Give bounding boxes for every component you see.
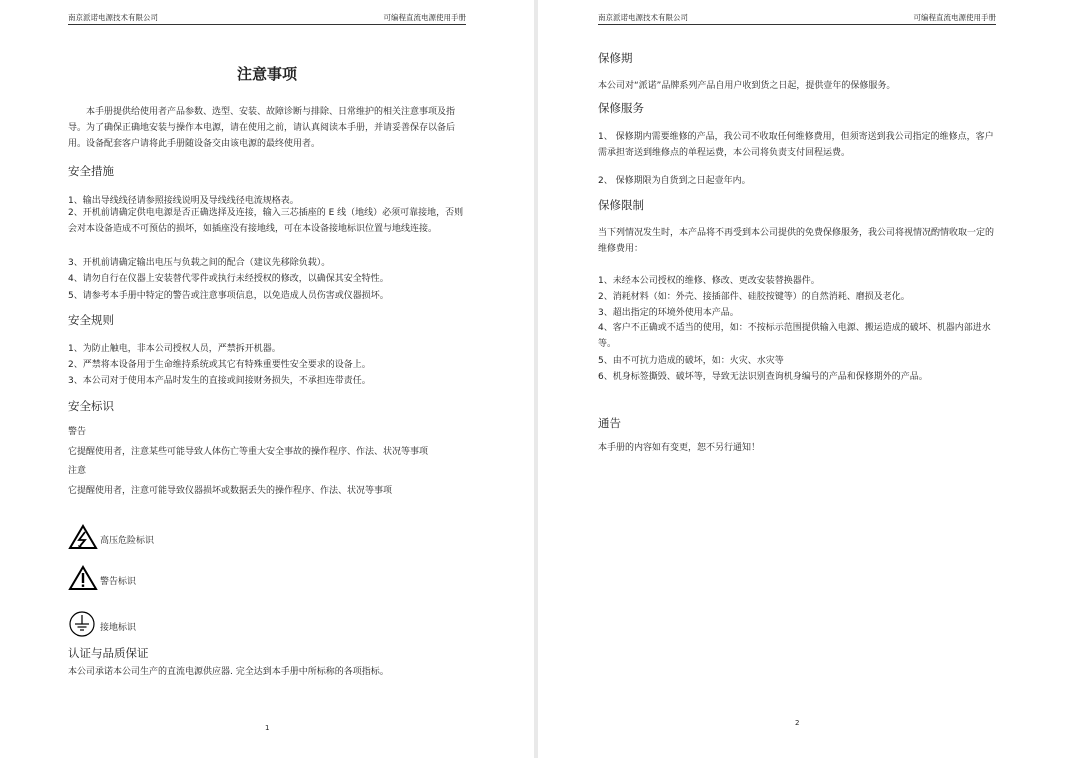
list-item: 1、 保修期内需要维修的产品，我公司不收取任何维修费用，但须寄送到我公司指定的维修点，客户需承担寄送到维修点的单程运费，本公司将负责支付回程运费。	[598, 132, 994, 158]
ground-mark-label: 接地标识	[100, 622, 137, 633]
page-title: 注意事项	[236, 65, 297, 83]
list-item: 3、本公司对于使用本产品时发生的直接或间接财务损失，不承担连带责任。	[68, 376, 371, 386]
list-item: 1、输出导线线径请参照接线说明及导线线径电流规格表。	[68, 196, 299, 206]
list-item: 2、严禁将本设备用于生命维持系统或其它有特殊重要性安全要求的设备上。	[68, 360, 371, 370]
high-voltage-mark	[68, 524, 154, 554]
certification-text: 本公司承诺本公司生产的直流电源供应器. 完全达到本手册中所标称的各项指标。	[68, 667, 389, 677]
high-voltage-label: 高压危险标识	[100, 535, 155, 546]
warning-mark-label: 警告标识	[100, 576, 137, 587]
list-item: 5、请参考本手册中特定的警告或注意事项信息，以免造成人员伤害或仪器损坏。	[68, 291, 389, 301]
caution-text: 它提醒使用者，注意可能导致仪器损坏或数据丢失的操作程序、作法、状况等事项	[68, 486, 393, 496]
page-number: 1	[265, 724, 270, 732]
header-manual-title: 可编程直流电源使用手册	[383, 13, 466, 22]
list-item: 1、未经本公司授权的维修、修改、更改安装替换器件。	[598, 276, 820, 286]
list-item: 4、请勿自行在仪器上安装替代零件或执行未经授权的修改，以确保其安全特性。	[68, 274, 389, 284]
warranty-period-heading: 保修期	[598, 51, 633, 65]
list-item: 3、开机前请确定输出电压与负载之间的配合（建议先移除负载）。	[68, 258, 331, 268]
safety-rules-heading: 安全规则	[68, 313, 114, 327]
warning-label: 警告	[68, 427, 87, 437]
safety-measures-heading: 安全措施	[68, 164, 114, 178]
header-manual-title: 可编程直流电源使用手册	[913, 13, 996, 22]
header-company: 南京派诺电源技术有限公司	[68, 13, 158, 22]
list-item: 2、消耗材料（如：外壳、接插部件、硅胶按键等）的自然消耗、磨损及老化。	[598, 292, 910, 302]
page-header	[68, 14, 466, 25]
header-company: 南京派诺电源技术有限公司	[598, 13, 688, 22]
list-item: 2、开机前请确定供电电源是否正确选择及连接，输入三芯插座的 E 线（地线）必须可靠接地，否则会对本设备造成不可预估的损坏，如插座没有接地线，可在本设备接地标识位置与地线连接。	[68, 208, 464, 234]
list-item: 4、客户不正确或不适当的使用，如：不按标示范围提供输入电源、搬运造成的破坏、机器内部进水等。	[598, 323, 991, 349]
page-1	[0, 0, 534, 758]
warranty-service-heading: 保修服务	[598, 101, 644, 115]
list-item: 5、由不可抗力造成的破坏，如：火灾、水灾等	[598, 356, 784, 366]
safety-marks-heading: 安全标识	[68, 399, 114, 413]
list-item: 2、 保修期限为自货到之日起壹年内。	[598, 176, 751, 186]
intro-paragraph: 本手册提供给使用者产品参数、选型、安装、故障诊断与排除、日常维护的相关注意事项及指导。为了确保正确地安装与操作本电源，请在使用之前，请认真阅读本手册，并请妥善保存以备后用。设备配套客户请将此手册随设备交由该电源的最终使用者。	[68, 107, 456, 149]
warning-icon	[68, 565, 98, 595]
warranty-limits-heading: 保修限制	[598, 198, 644, 212]
notice-text: 本手册的内容如有变更，恕不另行通知！	[598, 443, 761, 453]
list-item: 1、为防止触电，非本公司授权人员，严禁拆开机器。	[68, 344, 281, 354]
high-voltage-icon	[68, 524, 98, 554]
warranty-limits-intro: 当下列情况发生时，本产品将不再受到本公司提供的免费保修服务，我公司将视情况酌情收取一定的维修费用：	[598, 228, 995, 254]
page-number: 2	[795, 719, 800, 727]
page-header	[598, 14, 996, 25]
ground-icon	[68, 610, 96, 642]
warning-mark	[68, 565, 136, 595]
list-item: 3、超出指定的环境外使用本产品。	[598, 308, 739, 318]
list-item: 6、机身标签撕毁、破坏等，导致无法识别查询机身编号的产品和保修期外的产品。	[598, 372, 928, 382]
notice-heading: 通告	[598, 416, 621, 430]
ground-mark	[68, 610, 136, 642]
certification-heading: 认证与品质保证	[68, 646, 149, 660]
page-2	[538, 0, 1072, 758]
caution-label: 注意	[68, 466, 87, 476]
warranty-period-text: 本公司对“派诺”品牌系列产品自用户收到货之日起，提供壹年的保修服务。	[598, 81, 896, 91]
warning-text: 它提醒使用者，注意某些可能导致人体伤亡等重大安全事故的操作程序、作法、状况等事项	[68, 447, 429, 457]
